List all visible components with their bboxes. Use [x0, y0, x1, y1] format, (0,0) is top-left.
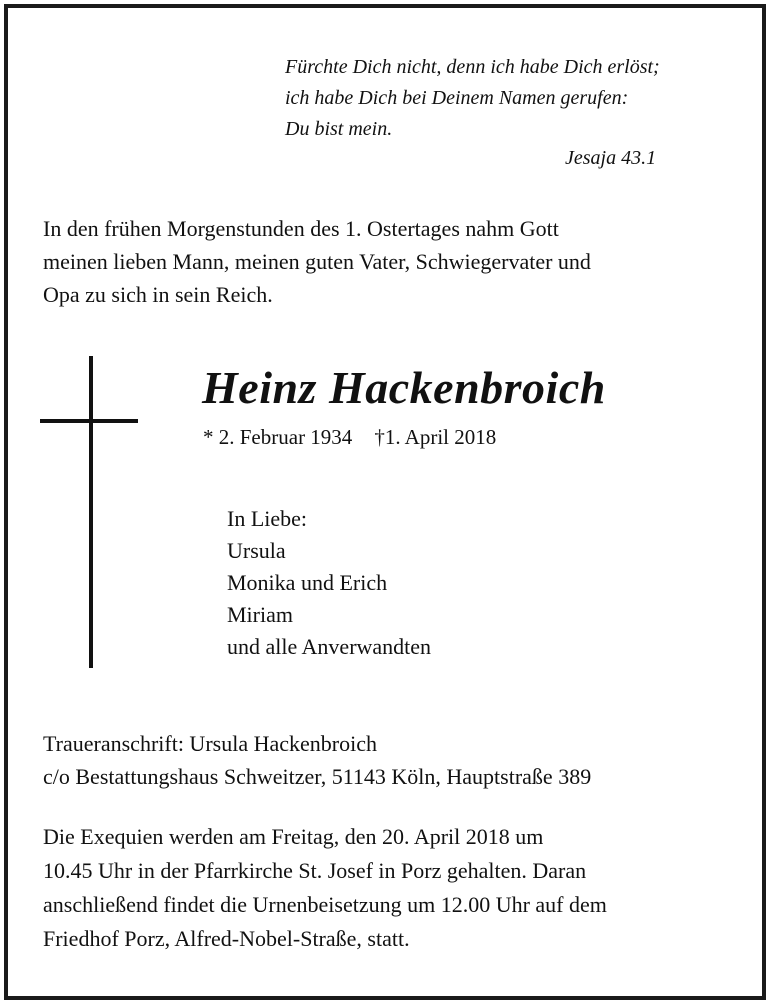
address-line: Traueranschrift: Ursula Hackenbroich — [43, 731, 377, 756]
mourning-address — [43, 727, 733, 793]
mourner-line: Miriam — [227, 602, 293, 627]
mourners-list — [227, 503, 431, 663]
bible-verse — [285, 52, 745, 145]
life-dates — [203, 422, 496, 452]
cross-icon — [40, 356, 140, 668]
intro-text — [43, 212, 733, 311]
service-line: Friedhof Porz, Alfred-Nobel-Straße, statt. — [43, 926, 410, 951]
birth-date: * 2. Februar 1934 — [203, 425, 353, 449]
deceased-name: Heinz Hackenbroich — [202, 362, 606, 413]
verse-reference: Jesaja 43.1 — [565, 147, 657, 169]
intro-line: meinen lieben Mann, meinen guten Vater, Schwiegervater und — [43, 249, 591, 274]
address-line: c/o Bestattungshaus Schweitzer, 51143 Köln, Hauptstraße 389 — [43, 764, 592, 789]
cross-horizontal-bar — [40, 419, 138, 423]
service-line: Die Exequien werden am Freitag, den 20. April 2018 um — [43, 824, 544, 849]
service-line: anschließend findet die Urnenbeisetzung um 12.00 Uhr auf dem — [43, 892, 607, 917]
mourner-line: und alle Anverwandten — [227, 634, 432, 659]
mourner-line: Ursula — [227, 538, 286, 563]
death-date: †1. April 2018 — [374, 425, 497, 449]
verse-line: Du bist mein. — [285, 118, 393, 140]
verse-line: Fürchte Dich nicht, denn ich habe Dich erlöst; — [285, 56, 660, 78]
service-details — [43, 820, 733, 956]
verse-line: ich habe Dich bei Deinem Namen gerufen: — [285, 87, 629, 109]
mourner-line: In Liebe: — [227, 506, 308, 531]
mourner-line: Monika und Erich — [227, 570, 388, 595]
service-line: 10.45 Uhr in der Pfarrkirche St. Josef in Porz gehalten. Daran — [43, 858, 587, 883]
cross-vertical-bar — [89, 356, 93, 668]
intro-line: In den frühen Morgenstunden des 1. Ostertages nahm Gott — [43, 216, 559, 241]
intro-line: Opa zu sich in sein Reich. — [43, 282, 273, 307]
